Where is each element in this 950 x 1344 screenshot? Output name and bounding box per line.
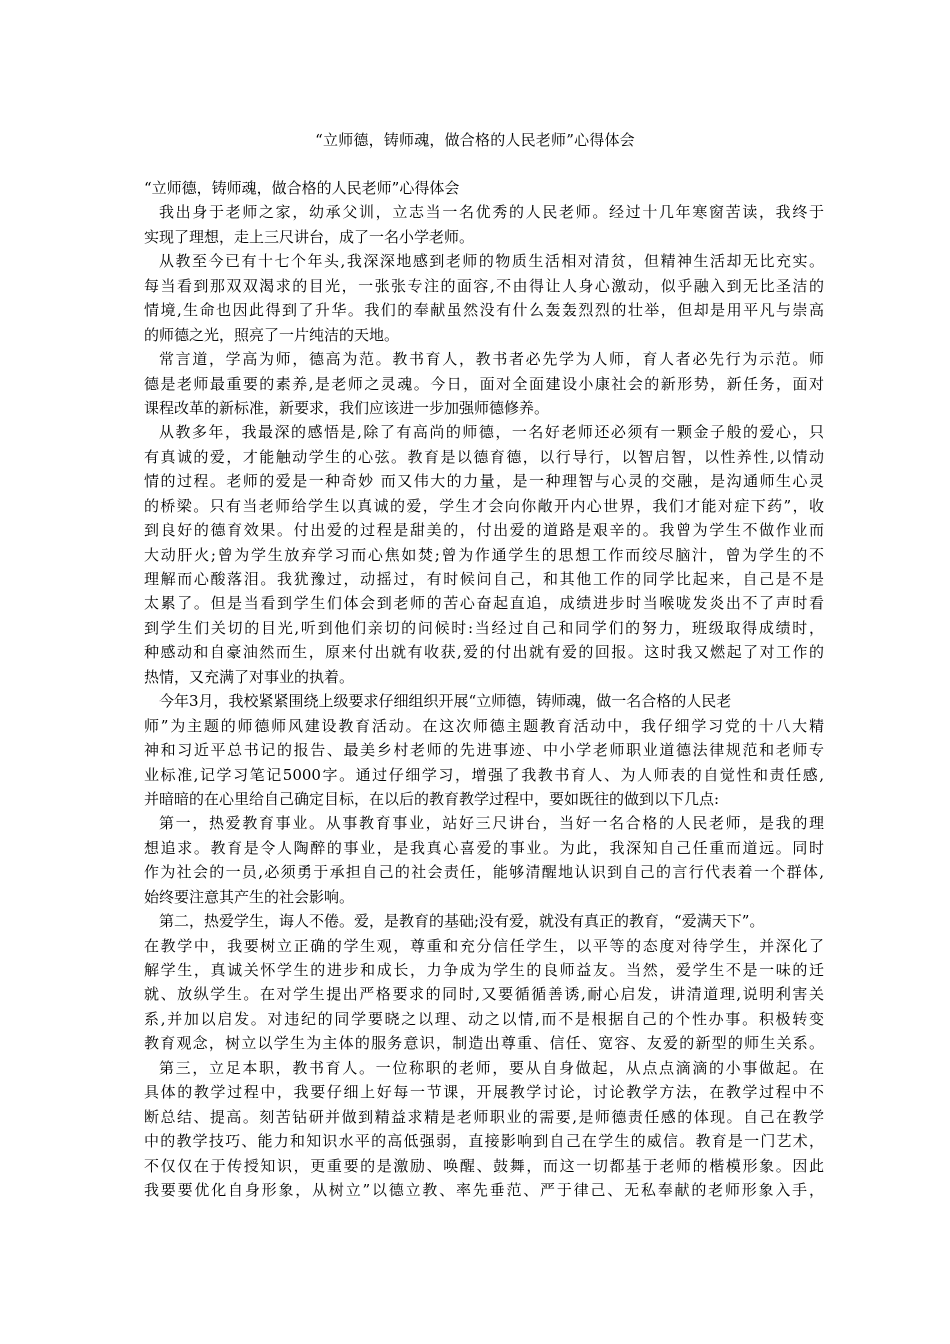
text-line: 始终要注意其产生的社会影响。 [144,887,355,906]
text-line: 想追求。教育是令人陶醉的事业，是我真心喜爱的事业。为此，我深知自己任重而道远。同时 [144,838,824,857]
text-line: 并暗暗的在心里给自己确定目标，在以后的教育教学过程中，要如既往的做到以下几点: [144,789,720,808]
text-line: 到良好的德育效果。付出爱的过程是甜美的，付出爱的道路是艰辛的。我曾为学生不做作业而 [144,521,824,540]
text-line: 具体的教学过程中，我要仔细上好每一节课，开展教学讨论，讨论教学方法，在教学过程中不 [144,1083,824,1102]
text-line: 情的过程。老师的爱是一种奇妙 而又伟大的力量，是一种理智与心灵的交融，是沟通师生心灵 [144,472,824,491]
text-line: 太累了。但是当看到学生们体会到老师的苦心奋起直追，成绩进步时当喉咙发炎出不了声时看 [144,594,824,613]
text-line: 到学生们关切的目光,听到他们亲切的问候时:当经过自己和同学们的努力，班级取得成绩时， [144,618,824,637]
text-line: 今年3月，我校紧紧围绕上级要求仔细组织开展“立师德，铸师魂，做一名合格的人民老 [159,692,732,711]
text-line: 种感动和自豪油然而生，原来付出就有收获,爱的付出就有爱的回报。这时我又燃起了对工作的 [144,643,824,662]
text-line: 常言道，学高为师，德高为范。教书育人，教书者必先学为人师，育人者必先行为示范。师 [159,350,824,369]
text-line: 系,并加以启发。对违纪的同学要晓之以理、动之以情,而不是根据自己的个性办事。积极转变 [144,1009,824,1028]
text-line: 德是老师最重要的素养,是老师之灵魂。今日，面对全面建设小康社会的新形势，新任务，面对 [144,374,824,393]
text-line: 在教学中，我要树立正确的学生观，尊重和充分信任学生，以平等的态度对待学生，并深化了 [144,936,824,955]
text-line: 理解而心酸落泪。我犹豫过，动摇过，有时候问自己，和其他工作的同学比起来，自己是不是 [144,570,824,588]
text-line: 师”为主题的师德师风建设教育活动。在这次师德主题教育活动中，我仔细学习党的十八大精 [144,716,824,735]
text-line: 断总结、提高。刻苦钻研并做到精益求精是老师职业的需要,是师德责任感的体现。自己在教学 [144,1107,824,1126]
text-line: 我出身于老师之家，幼承父训，立志当一名优秀的人民老师。经过十几年寒窗苦读，我终于 [159,203,824,222]
document-body [144,176,824,1202]
text-line: 的桥梁。只有当老师给学生以真诚的爱，学生才会向你敞开内心世界，我们才能对症下药”，收 [144,496,824,515]
text-line: 我要要优化自身形象，从树立”以德立教、率先垂范、严于律己、无私奉献的老师形象入手， [144,1180,824,1199]
text-line: 每当看到那双双渴求的目光，一张张专注的面容,不由得让人身心激动，似乎融入到无比圣洁的 [144,276,824,295]
text-line: 业标准,记学习笔记5000字。通过仔细学习，增强了我教书育人、为人师表的自觉性和责任感, [144,765,824,784]
text-line: 从教至今已有十七个年头,我深深地感到老师的物质生活相对清贫，但精神生活却无比充实。 [159,252,824,271]
text-line: 神和习近平总书记的报告、最美乡村老师的先进事迹、中小学老师职业道德法律规范和老师专 [144,741,824,760]
text-line: 第一，热爱教育事业。从事教育事业，站好三尺讲台，当好一名合格的人民老师，是我的理 [159,814,824,833]
text-line: 第三，立足本职，教书育人。一位称职的老师，要从自身做起，从点点滴滴的小事做起。在 [159,1058,824,1077]
text-line: 情境,生命也因此得到了升华。我们的奉献虽然没有什么轰轰烈烈的壮举，但却是用平凡与崇高 [144,301,824,320]
text-line: 不仅仅在于传授知识，更重要的是激励、唤醒、鼓舞，而这一切都基于老师的楷模形象。因此 [144,1156,824,1175]
text-line: “立师德，铸师魂，做合格的人民老师”心得体会 [144,179,460,197]
text-line: 的师德之光，照亮了一片纯洁的天地。 [144,325,400,344]
text-line: 从教多年，我最深的感悟是,除了有高尚的师德，一名好老师还必须有一颗金子般的爱心，只 [159,423,824,442]
text-line: 第二，热爱学生，诲人不倦。爱，是教育的基础;没有爱，就没有真正的教育，“爱满天下”。 [159,912,765,931]
text-line: 热情，又充满了对事业的执着。 [144,667,355,686]
text-line: 大动肝火;曾为学生放弃学习而心焦如焚;曾为作通学生的思想工作而绞尽脑汁，曾为学生的不 [144,545,824,564]
text-line: 有真诚的爱，才能触动学生的心弦。教育是以德育德，以行导行，以智启智，以性养性,以情动 [144,447,824,466]
text-line: 就、放纵学生。在对学生提出严格要求的同时,又要循循善诱,耐心启发，讲清道理,说明利害关 [144,985,824,1004]
text-line: 课程改革的新标准，新要求，我们应该进一步加强师德修养。 [144,398,550,417]
text-line: 中的教学技巧、能力和知识水平的高低强弱，直接影响到自己在学生的威信。教育是一门艺术， [144,1132,824,1151]
text-line: 解学生，真诚关怀学生的进步和成长，力争成为学生的良师益友。当然，爱学生不是一味的迁 [144,961,824,979]
text-line: 作为社会的一员,必须勇于承担自己的社会责任，能够清醒地认识到自己的言行代表着一个群体, [144,863,824,882]
text-line: 实现了理想，走上三尺讲台，成了一名小学老师。 [144,227,475,246]
document-title: “立师德，铸师魂，做合格的人民老师”心得体会 [315,131,635,149]
text-line: 教育观念，树立以学生为主体的服务意识，制造出尊重、信任、宽容、友爱的新型的师生关系。 [144,1034,824,1053]
